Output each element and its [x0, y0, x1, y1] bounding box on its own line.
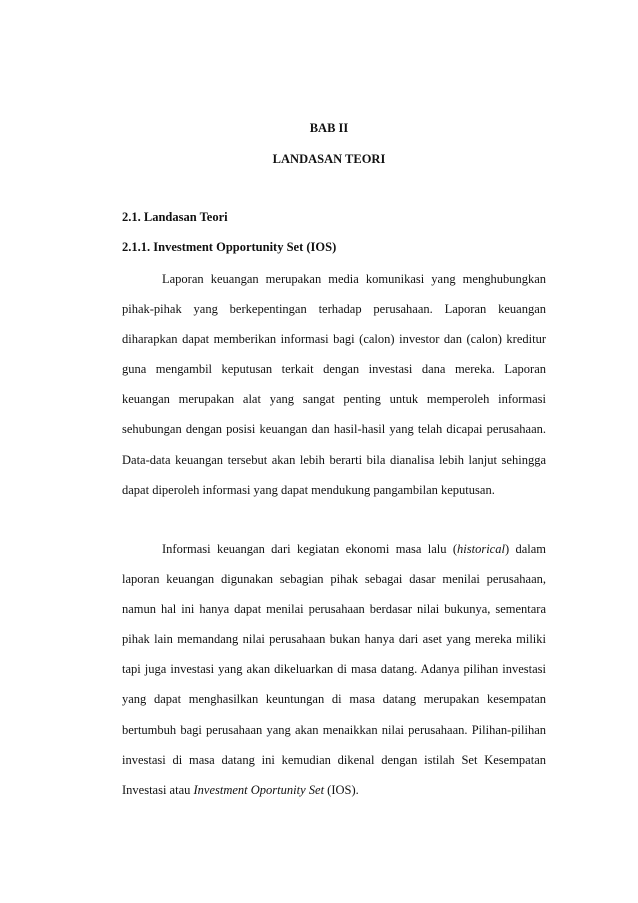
section-heading: 2.1. Landasan Teori	[122, 210, 228, 224]
chapter-number: BAB II	[309, 121, 349, 135]
subsection-heading: 2.1.1. Investment Opportunity Set (IOS)	[122, 240, 337, 254]
paragraph-2-text-end: (IOS).	[324, 782, 359, 797]
paragraph-2-text: Informasi keuangan dari kegiatan ekonomi masa lalu (	[162, 542, 458, 556]
italic-term-historical: historical	[457, 542, 505, 556]
paragraph-2-text-cont: ) dalam laporan keuangan digunakan sebagian pihak sebagai dasar menilai perusahaan, namun hal ini hanya dapat menilai perusahaan berdasar nilai bukunya, sementara pihak lain memandang nilai perusahaan bukan hanya dari aset yang mereka miliki tapi juga investasi yang akan dikeluarkan di masa datang. Adanya pilihan investasi yang dapat menghasilkan keuntungan di masa datang merupakan kesempatan bertumbuh bagi perusahaan yang akan menaikkan nilai perusahaan. Pilihan-pilihan investasi di masa datang ini kemudian dikenal dengan istilah Set Kesempatan Investasi atau	[122, 542, 546, 797]
body-paragraph-2	[122, 534, 546, 805]
italic-term-ios: Investment Oportunity Set	[193, 782, 325, 797]
chapter-title: LANDASAN TEORI	[272, 152, 386, 166]
body-paragraph-1: Laporan keuangan merupakan media komunikasi yang menghubungkan pihak-pihak yang berkepentingan terhadap perusahaan. Laporan keuangan diharapkan dapat memberikan informasi bagi (calon) investor dan (calon) kreditur guna mengambil keputusan terkait dengan investasi dana mereka. Laporan keuangan merupakan alat yang sangat penting untuk memperoleh informasi sehubungan dengan posisi keuangan dan hasil-hasil yang telah dicapai perusahaan. Data-data keuangan tersebut akan lebih berarti bila dianalisa lebih lanjut sehingga dapat diperoleh informasi yang dapat mendukung pangambilan keputusan.	[122, 272, 546, 497]
